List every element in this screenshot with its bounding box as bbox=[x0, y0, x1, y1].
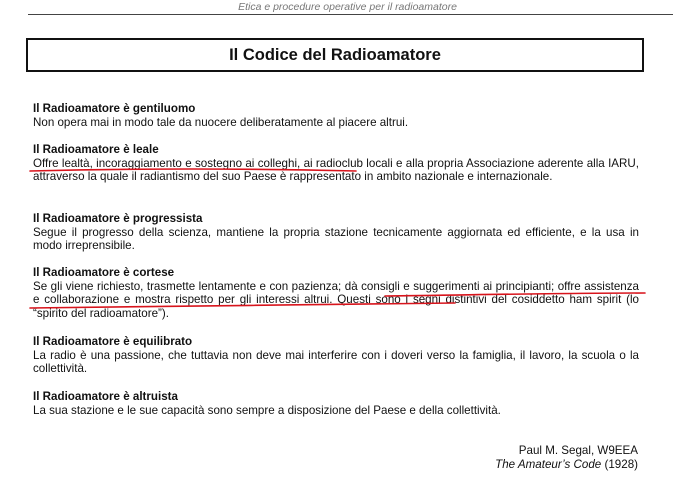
section-progressista bbox=[33, 212, 639, 253]
signature-year: (1928) bbox=[604, 458, 638, 471]
section-heading: Il Radioamatore è leale bbox=[33, 143, 159, 156]
section-heading: Il Radioamatore è progressista bbox=[33, 212, 203, 225]
section-heading: Il Radioamatore è gentiluomo bbox=[33, 102, 196, 115]
section-equilibrato bbox=[33, 335, 639, 376]
signature-work: The Amateur’s Code bbox=[495, 458, 602, 471]
section-body: Segue il progresso della scienza, mantiene la propria stazione tecnicamente aggiornata ed efficiente, e la usa in modo irreprensibile. bbox=[33, 225, 639, 253]
section-body: La sua stazione e le sue capacità sono sempre a disposizione del Paese e della collettività. bbox=[33, 403, 501, 417]
section-heading: Il Radioamatore è altruista bbox=[33, 390, 178, 403]
section-body: La radio è una passione, che tuttavia non deve mai interferire con i doveri verso la famiglia, il lavoro, la scuola o la collettività. bbox=[33, 348, 639, 376]
section-cortese bbox=[33, 266, 639, 320]
section-heading: Il Radioamatore è equilibrato bbox=[33, 335, 193, 348]
section-altruista bbox=[33, 390, 639, 417]
signature-author: Paul M. Segal, W9EEA bbox=[518, 444, 638, 457]
header-rule bbox=[28, 14, 673, 15]
signature bbox=[400, 444, 638, 472]
section-leale bbox=[33, 143, 639, 184]
section-heading: Il Radioamatore è cortese bbox=[33, 266, 175, 279]
signature-citation bbox=[400, 458, 638, 472]
page-title: Il Codice del Radioamatore bbox=[26, 38, 644, 72]
section-body: Offre lealtà, incoraggiamento e sostegno ai colleghi, ai radioclub locali e alla propria Associazione aderente alla IARU, attraverso la quale il radiantismo del suo Paese è rappresentato in ambito nazionale e internazionale. bbox=[33, 156, 639, 184]
section-body: Se gli viene richiesto, trasmette lentamente e con pazienza; dà consigli e suggerimenti ai principianti; offre assistenza e collaborazione e mostra rispetto per gli interessi altrui. Questi sono i segni distintivi del cosiddetto ham spirit (lo “spirito del radioamatore”). bbox=[33, 279, 639, 320]
running-header: Etica e procedure operative per il radioamatore bbox=[238, 1, 457, 13]
section-gentiluomo bbox=[33, 102, 639, 129]
section-body: Non opera mai in modo tale da nuocere deliberatamente al piacere altrui. bbox=[33, 115, 409, 129]
